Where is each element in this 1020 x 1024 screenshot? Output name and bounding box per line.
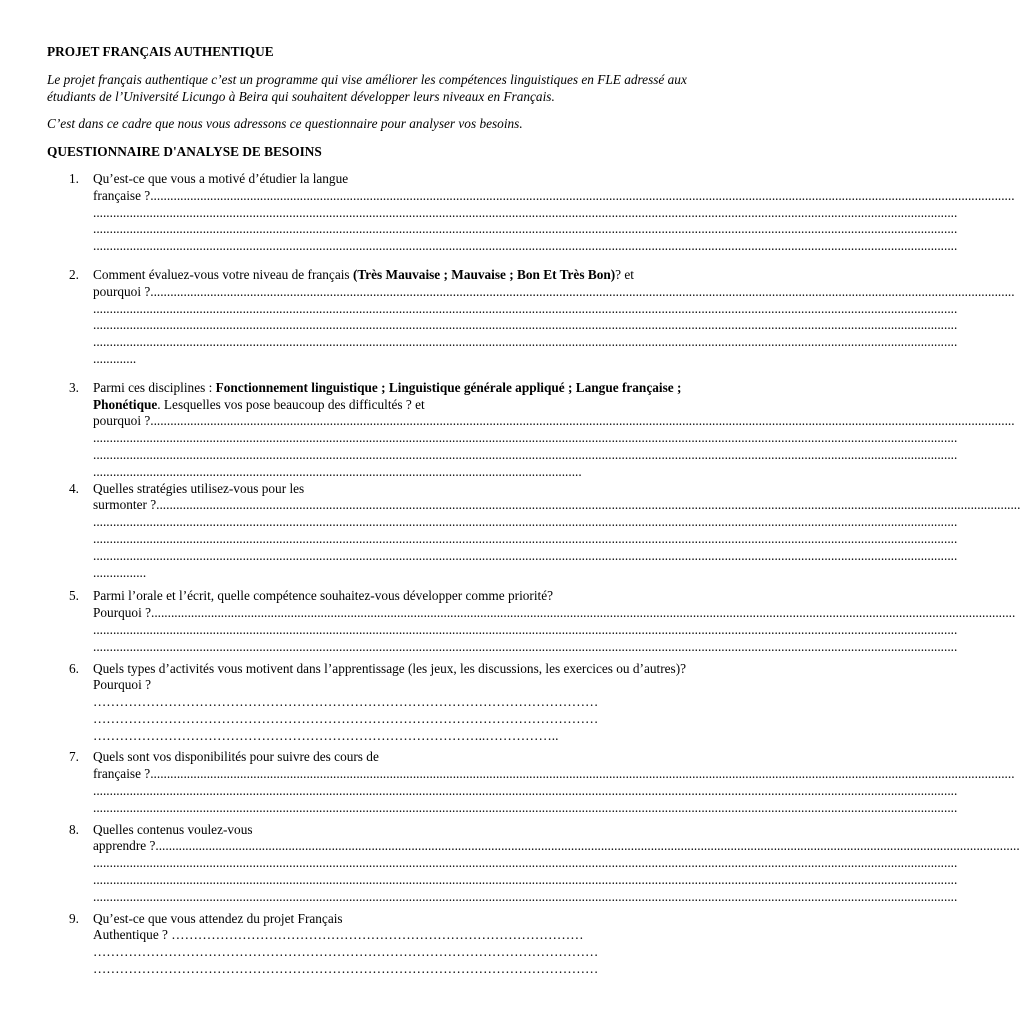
answer-prefix: surmonter ? (93, 497, 157, 513)
answer-line[interactable]: .................................................................................................................................................................................................................................................................... (93, 221, 958, 237)
question-text: Quels sont vos disponibilités pour suivre des cours de (93, 749, 379, 765)
answer-line[interactable]: française ?.................................................................................................................................................................................................................................................................... (93, 187, 1015, 203)
answer-line[interactable]: .................................................................................................................................................................................................................................................................... (93, 446, 958, 462)
question-7 (47, 749, 1015, 816)
answer-line[interactable]: .................................................................................................................................................................................................................................................................... (93, 799, 958, 815)
answer-line[interactable]: apprendre ?.................................................................................................................................................................................................................................................................... (93, 838, 1020, 854)
question-number: 6. (69, 660, 79, 676)
document-title: PROJET FRANÇAIS AUTHENTIQUE (47, 44, 274, 59)
answer-line[interactable]: .................................................................................................................................................................................................................................................................... (93, 855, 958, 871)
answer-line[interactable] (93, 927, 721, 944)
question-text (93, 267, 721, 284)
question-text-part: ? et (615, 266, 634, 282)
answer-line[interactable]: .................................................................................................................................................................................................................................................................... (93, 300, 958, 316)
answer-line[interactable]: .................................................................................................................................................................................................................................................................... (93, 334, 958, 350)
rating-options: (Très Mauvaise ; Mauvaise ; Bon Et Très Bon) (352, 266, 616, 282)
answer-line[interactable]: .................................................................................................................................................................................................................................................................... (93, 638, 958, 654)
answer-line[interactable]: française ?.................................................................................................................................................................................................................................................................... (93, 766, 1015, 782)
question-number: 3. (69, 379, 79, 395)
answer-line[interactable]: .................................................................................................................................................................................................................................................................... (93, 888, 958, 904)
question-8 (47, 821, 1020, 906)
question-text: Quelles stratégies utilisez-vous pour les (93, 480, 305, 496)
discipline-list: Fonctionnement linguistique ; Linguistique générale appliqué ; Langue française ; Phonétique (93, 379, 682, 412)
answer-line[interactable]: …………………………………………………………………………………………………… (93, 961, 599, 977)
intro-paragraph: Le projet français authentique c’est un programme qui vise améliorer les compétences linguistiques en FLE adressé aux étudiants de l’Université Licungo à Beira qui souhaitent développer leurs niveaux en Français. (47, 71, 687, 104)
question-text-part: Parmi ces disciplines : (93, 379, 216, 395)
answer-prefix: Pourquoi ? (93, 605, 151, 621)
question-number: 4. (69, 480, 79, 496)
answer-prefix: française ? (93, 187, 151, 203)
answer-line[interactable]: .................................................................................................................................................................................................................................................................... (93, 530, 958, 546)
document-page (47, 44, 1020, 978)
question-9 (47, 911, 721, 978)
question-text: Qu’est-ce que vous attendez du projet Français (93, 910, 343, 926)
question-text-part: Comment évaluez-vous votre niveau de français (93, 266, 353, 282)
answer-line[interactable]: .................................................................................................................................................................................................................................................................... (93, 547, 958, 563)
question-2 (47, 266, 1015, 368)
question-text: Quels types d’activités vous motivent dans l’apprentissage (les jeux, les discussions, les exercices ou d’autres)? Pourquoi ? (93, 660, 687, 693)
answer-line[interactable]: pourquoi ?.................................................................................................................................................................................................................................................................... (93, 413, 1015, 429)
answer-prefix: française ? (93, 766, 151, 782)
answer-line[interactable]: ................ (93, 564, 147, 580)
question-number: 8. (69, 821, 79, 837)
answer-line[interactable]: .................................................................................................................................................................................................................................................................... (93, 783, 958, 799)
question-number: 5. (69, 588, 79, 604)
question-number: 9. (69, 910, 79, 926)
answer-line[interactable]: .................................................................................................................................................................................................................................................................... (93, 621, 958, 637)
answer-prefix: pourquoi ? (93, 283, 151, 299)
answer-line[interactable]: …………………………………………………………………………………………………… (93, 710, 599, 726)
answer-line[interactable]: …………………………………………………………………………………………………… (93, 944, 599, 960)
answer-line[interactable]: .................................................................................................................................................................................................................................................................... (93, 238, 958, 254)
answer-prefix: apprendre ? (93, 838, 156, 854)
answer-line[interactable]: surmonter ?.................................................................................................................................................................................................................................................................... (93, 497, 1020, 513)
answer-line[interactable]: pourquoi ?.................................................................................................................................................................................................................................................................... (93, 283, 1015, 299)
question-5 (47, 588, 1016, 655)
question-text: Quelles contenus voulez-vous (93, 821, 253, 837)
answer-prefix: Authentique ? (93, 927, 172, 943)
answer-line[interactable]: .................................................................................................................................................................................................................................................................... (93, 872, 958, 888)
answer-line[interactable]: Pourquoi ?.................................................................................................................................................................................................................................................................... (93, 605, 1016, 621)
answer-line[interactable]: .................................................................................................................................................................................................................................................................... (93, 204, 958, 220)
questionnaire-title: QUESTIONNAIRE D'ANALYSE DE BESOINS (47, 144, 322, 160)
question-list (47, 170, 1020, 978)
question-3 (47, 379, 1015, 481)
question-text: Parmi l’orale et l’écrit, quelle compétence souhaitez-vous développer comme priorité? (93, 588, 554, 604)
answer-line[interactable]: .................................................................................................................................................................................................................................................................... (93, 317, 958, 333)
question-4 (47, 480, 1020, 582)
answer-line[interactable]: ……………………………………………………………………………..…………….. (93, 727, 559, 743)
question-number: 2. (69, 266, 79, 282)
question-text (93, 380, 721, 414)
answer-prefix: pourquoi ? (93, 413, 151, 429)
answer-line[interactable]: …………………………………………………………………………………………………… (93, 694, 599, 710)
answer-line[interactable]: ................................................................................................................................................... (93, 463, 582, 479)
intro-purpose: C’est dans ce cadre que nous vous adressons ce questionnaire pour analyser vos besoins. (47, 116, 523, 132)
answer-line[interactable]: .................................................................................................................................................................................................................................................................... (93, 430, 958, 446)
answer-line[interactable]: .................................................................................................................................................................................................................................................................... (93, 514, 958, 530)
question-text: Qu’est-ce que vous a motivé d’étudier la langue (93, 170, 349, 186)
answer-ellipsis: ………………………………………………………………………………… (171, 927, 584, 943)
question-text-part: . Lesquelles vos pose beaucoup des difficultés ? et (157, 396, 425, 412)
question-number: 1. (69, 170, 79, 186)
question-6 (47, 661, 721, 745)
question-1 (47, 170, 1015, 255)
question-number: 7. (69, 749, 79, 765)
answer-line[interactable]: ............. (93, 350, 137, 366)
